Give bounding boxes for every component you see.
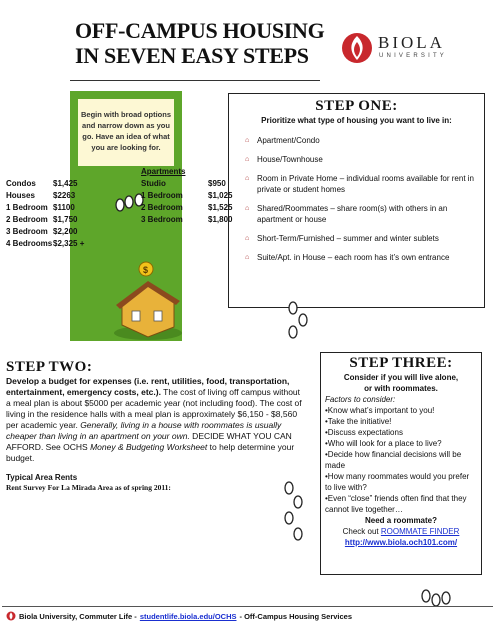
rent-price: $950 — [208, 179, 226, 188]
list-item: •Know what’s important to you! — [325, 406, 435, 415]
option-label: Shared/Roommates – share room(s) with others in an apartment or house — [257, 204, 448, 224]
budget-paragraph — [6, 376, 302, 464]
rent-type: 2 Bedroom — [6, 215, 48, 224]
budget-worksheet: Money & Budgeting Worksheet — [90, 442, 208, 452]
page-title — [75, 18, 325, 68]
list-item: •Even “close” friends often find that they cannot live together… — [325, 494, 467, 514]
svg-text:$: $ — [143, 265, 149, 275]
rent-table — [6, 166, 296, 250]
house-icon: ⌂ — [245, 235, 250, 242]
footer-text-1: Biola University, Commuter Life - — [19, 611, 137, 621]
list-item: •How many roommates would you prefer to live with? — [325, 472, 470, 492]
list-item: •Discuss expectations — [325, 428, 403, 437]
table-row — [6, 214, 296, 226]
logo-subtitle: UNIVERSITY — [379, 53, 448, 59]
title-line-2: IN SEVEN EASY STEPS — [75, 43, 309, 68]
rent-type: 1 Bedroom — [141, 191, 183, 200]
title-divider — [70, 80, 320, 81]
rent-type: Condos — [6, 179, 36, 188]
house-icon: ⌂ — [245, 137, 250, 144]
roommate-url-link[interactable]: http://www.biola.och101.com/ — [344, 538, 458, 547]
step-two-heading: STEP TWO: — [6, 359, 93, 375]
rents-title: Typical Area Rents — [6, 473, 78, 482]
rent-type: 3 Bedroom — [6, 227, 48, 236]
list-item — [245, 252, 475, 263]
footer-text-2: - Off-Campus Housing Services — [239, 611, 353, 621]
table-row — [6, 226, 296, 238]
option-label: House/Townhouse — [257, 155, 323, 164]
roommate-finder-line — [325, 526, 477, 537]
rent-price: $2263 — [53, 191, 76, 200]
table-row — [6, 238, 296, 250]
table-row — [6, 190, 296, 202]
intro-note: Begin with broad options and narrow down as you go. Have an idea of what you are looking for. — [78, 99, 174, 166]
house-icon: ⌂ — [245, 175, 250, 182]
factors-label: Factors to consider: — [325, 395, 396, 404]
rent-type: 3 Bedroom — [141, 215, 183, 224]
rent-price: $1,800 — [208, 215, 233, 224]
check-out-label: Check out — [342, 527, 381, 536]
step-three-box — [320, 352, 482, 575]
option-label: Suite/Apt. in House – each room has it’s own entrance — [257, 253, 450, 262]
title-line-1: OFF-CAMPUS HOUSING — [75, 18, 325, 43]
apartments-heading: Apartments — [141, 167, 186, 176]
flame-logo-icon — [6, 611, 16, 621]
logo-name: BIOLA — [378, 33, 445, 52]
step-one-subheading: Prioritize what type of housing you want to live in: — [261, 116, 452, 125]
rent-price: $1,750 — [53, 215, 78, 224]
list-item — [245, 135, 475, 146]
footer-divider — [2, 606, 493, 607]
footprints-icon — [285, 300, 315, 340]
rent-price: $2,200 — [53, 227, 78, 236]
rent-type: 4 Bedrooms — [6, 239, 53, 248]
list-item: •Who will look for a place to live? — [325, 439, 442, 448]
house-dollar-icon — [108, 261, 186, 343]
rent-type: Houses — [6, 191, 35, 200]
rent-price: $1,025 — [208, 191, 233, 200]
rent-price: $1100 — [53, 203, 75, 212]
step-one-heading: STEP ONE: — [315, 98, 398, 114]
table-row — [6, 166, 296, 178]
house-icon: ⌂ — [245, 205, 250, 212]
list-item: •Decide how financial decisions will be made — [325, 450, 462, 470]
step-two-section — [0, 357, 310, 597]
rent-type: Studio — [141, 179, 166, 188]
need-roommate: Need a roommate? — [364, 516, 438, 525]
roommate-finder-link[interactable]: ROOMMATE FINDER — [380, 527, 460, 536]
rent-price: $1,425 — [53, 179, 78, 188]
budget-text-2: DECIDE WHAT YOU CAN AFFORD. See OCHS — [6, 431, 292, 452]
step-three-heading: STEP THREE: — [349, 355, 453, 371]
table-row — [6, 202, 296, 214]
house-icon: ⌂ — [245, 156, 250, 163]
rent-type: 1 Bedroom — [6, 203, 48, 212]
budget-text-1: The cost of living off campus without a meal plan is about $5000 per academic year (not including food). The cost of living in the residence halls with a meal plan is approximately $6,150 - $8,560 per academic year. — [6, 387, 302, 430]
rent-price: $2,325 + — [53, 239, 85, 248]
step-two-subheading: Develop a budget for expenses (i.e. rent, utilities, food, transportation, entertainment, emergency costs, etc.). — [6, 376, 290, 397]
list-item: •Take the initiative! — [325, 417, 392, 426]
footprints-icon — [280, 480, 308, 550]
factors-list — [321, 394, 481, 548]
option-label: Short-Term/Furnished – summer and winter sublets — [257, 234, 439, 243]
rents-subtitle: Rent Survey For La Mirada Area as of spring 2011: — [6, 483, 171, 492]
option-label: Apartment/Condo — [257, 136, 320, 145]
step-three-subheading-2: or with roommates. — [364, 384, 438, 393]
table-row — [6, 178, 296, 190]
option-label: Room in Private Home – individual rooms available for rent in private or student homes — [257, 174, 474, 194]
budget-text-3: to help determine your budget. — [6, 442, 295, 463]
rent-type: 2 Bedroom — [141, 203, 183, 212]
house-icon: ⌂ — [245, 254, 250, 261]
list-item — [245, 154, 475, 165]
footer-link[interactable]: studentlife.biola.edu/OCHS — [139, 611, 237, 621]
biola-logo — [340, 31, 480, 65]
flame-logo-icon — [340, 31, 374, 65]
step-three-subheading-1: Consider if you will live alone, — [343, 373, 459, 382]
rent-price: $1,525 — [208, 203, 233, 212]
footer — [6, 611, 352, 621]
budget-italic-1: Generally, living in a house with roommates is usually cheaper than living in an apartment on your own. — [6, 420, 282, 441]
